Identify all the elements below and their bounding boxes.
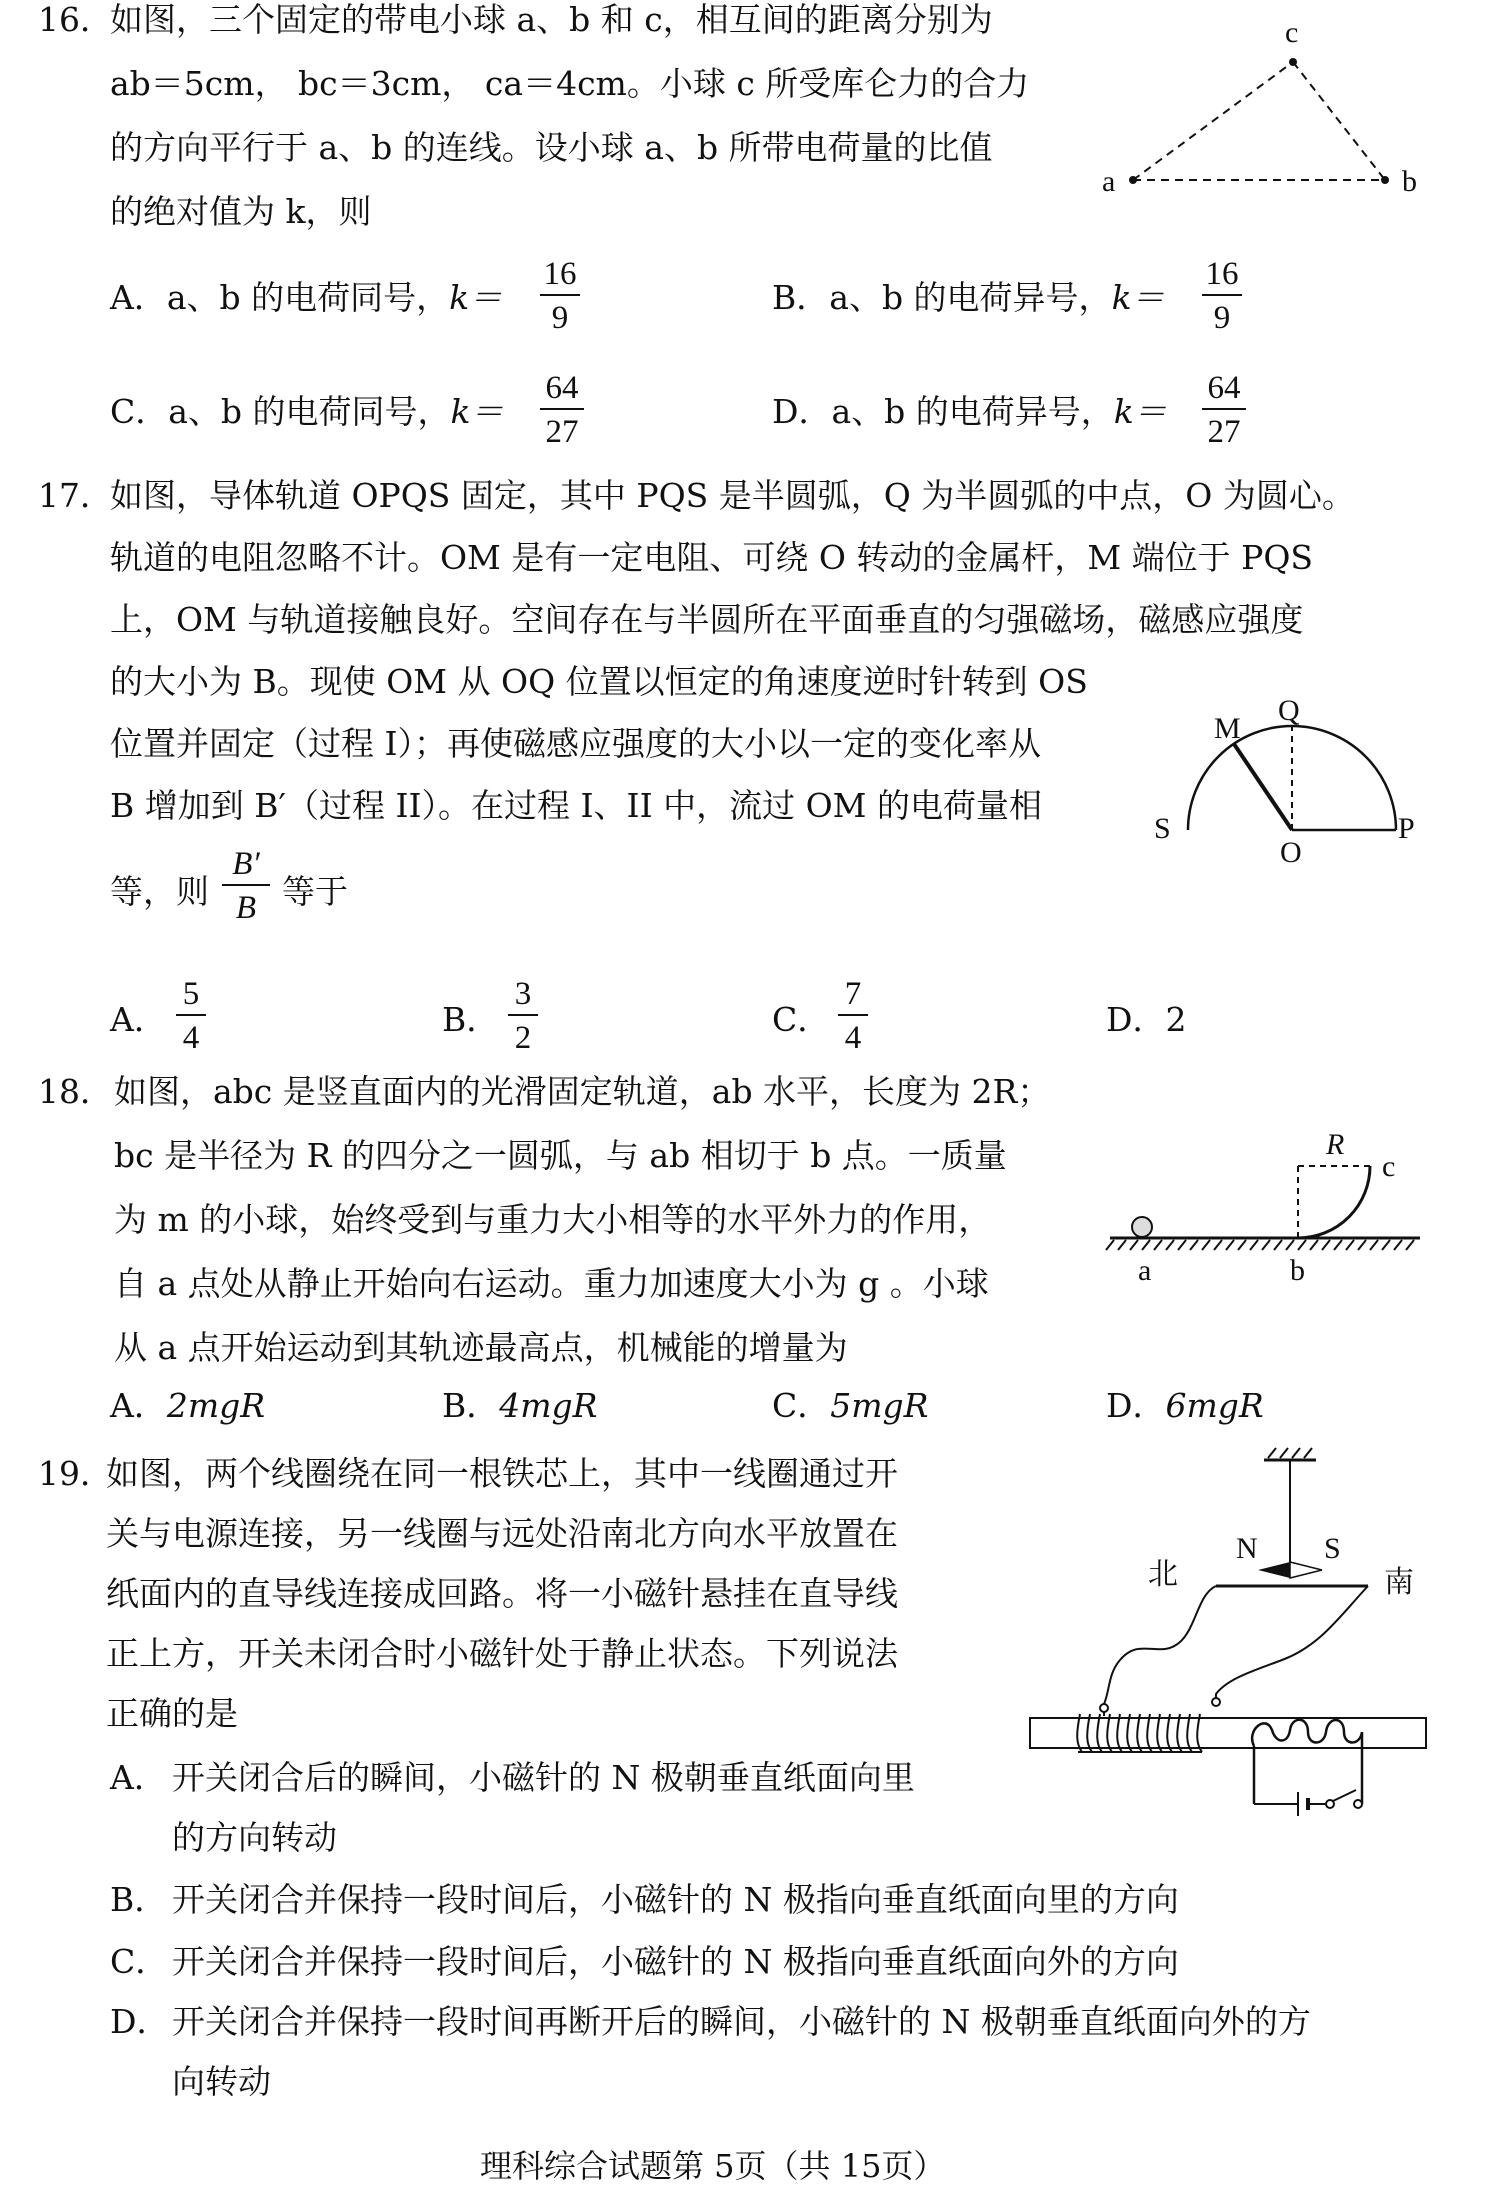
q19-label-north: 北 xyxy=(1148,1558,1178,1591)
q19-stem-line5: 正确的是 xyxy=(106,1694,238,1733)
q19-option-a-line1: 开关闭合后的瞬间，小磁针的 N 极朝垂直纸面向里 xyxy=(172,1758,915,1797)
q16-label-a: a xyxy=(1102,165,1116,198)
q16-option-a-fraction: 16 9 xyxy=(540,256,580,336)
q18-stem-line1: 如图，abc 是竖直面内的光滑固定轨道，ab 水平，长度为 2R； xyxy=(114,1072,1051,1111)
q18-stem-line4: 自 a 点处从静止开始向右运动。重力加速度大小为 g 。小球 xyxy=(114,1264,989,1303)
q17-label-m: M xyxy=(1214,712,1241,745)
q18-label-a: a xyxy=(1138,1254,1152,1287)
q19-option-b-line1: 开关闭合并保持一段时间后，小磁针的 N 极指向垂直纸面向里的方向 xyxy=(172,1880,1179,1919)
q19-coil-compass-figure xyxy=(1020,1446,1440,1816)
q18-stem-line3: 为 m 的小球，始终受到与重力大小相等的水平外力的作用， xyxy=(114,1200,992,1239)
q16-option-d: D．a、b 的电荷异号，k＝ xyxy=(772,392,1167,431)
q17-option-a-letter: A． xyxy=(110,1000,167,1039)
q19-stem-line2: 关与电源连接，另一线圈与远处沿南北方向水平放置在 xyxy=(106,1514,898,1553)
q16-option-b-fraction: 16 9 xyxy=(1202,256,1242,336)
q16-triangle-figure xyxy=(1090,10,1430,200)
q19-option-d-line1: 开关闭合并保持一段时间再断开后的瞬间，小磁针的 N 极朝垂直纸面向外的方 xyxy=(172,2002,1311,2041)
q19-option-c-line1: 开关闭合并保持一段时间后，小磁针的 N 极指向垂直纸面向外的方向 xyxy=(172,1942,1179,1981)
q19-option-b-letter: B． xyxy=(110,1880,168,1919)
q17-stem-line3: 上，OM 与轨道接触良好。空间存在与半圆所在平面垂直的匀强磁场，磁感应强度 xyxy=(110,600,1304,639)
q16-option-a: A．a、b 的电荷同号，k＝ xyxy=(110,278,503,317)
q17-option-c-letter: C． xyxy=(772,1000,831,1039)
q16-option-c: C．a、b 的电荷同号，k＝ xyxy=(110,392,504,431)
q18-label-r: R xyxy=(1326,1128,1345,1161)
q17-stem-line5: 位置并固定（过程 I）；再使磁感应强度的大小以一定的变化率从 xyxy=(110,724,1042,763)
q19-stem-line1: 如图，两个线圈绕在同一根铁芯上，其中一线圈通过开 xyxy=(106,1454,898,1493)
q18-label-b: b xyxy=(1290,1254,1305,1287)
q19-number: 19． xyxy=(38,1454,113,1493)
q17-ratio-fraction: B′ B xyxy=(222,846,270,926)
q18-option-d: D．6mgR xyxy=(1106,1386,1264,1425)
q16-label-b: b xyxy=(1402,165,1417,198)
q18-stem-line5: 从 a 点开始运动到其轨迹最高点，机械能的增量为 xyxy=(114,1328,848,1367)
q19-option-d-line2: 向转动 xyxy=(172,2062,271,2101)
q17-label-s: S xyxy=(1154,812,1171,845)
q17-number: 17． xyxy=(38,476,113,515)
q17-stem-line7-pre: 等，则 xyxy=(110,872,209,911)
q16-label-c: c xyxy=(1285,16,1299,49)
q17-label-o: O xyxy=(1280,836,1302,869)
q19-option-a-line2: 的方向转动 xyxy=(172,1818,337,1857)
q18-option-a: A．2mgR xyxy=(110,1386,266,1425)
q18-option-b: B．4mgR xyxy=(442,1386,598,1425)
q19-label-south: 南 xyxy=(1384,1566,1414,1599)
q19-label-n: N xyxy=(1236,1532,1258,1565)
q17-label-q: Q xyxy=(1278,694,1300,727)
q16-stem-line4: 的绝对值为 k，则 xyxy=(110,192,372,231)
q19-stem-line3: 纸面内的直导线连接成回路。将一小磁针悬挂在直导线 xyxy=(106,1574,898,1613)
q17-option-b-fraction: 3 2 xyxy=(508,976,538,1056)
q16-option-c-fraction: 64 27 xyxy=(540,370,584,450)
q18-option-c: C．5mgR xyxy=(772,1386,929,1425)
q18-stem-line2: bc 是半径为 R 的四分之一圆弧，与 ab 相切于 b 点。一质量 xyxy=(114,1136,1007,1175)
q16-option-b: B．a、b 的电荷异号，k＝ xyxy=(772,278,1165,317)
q16-number: 16． xyxy=(38,0,113,39)
q17-stem-line4: 的大小为 B。现使 OM 从 OQ 位置以恒定的角速度逆时针转到 OS xyxy=(110,662,1088,701)
q19-option-d-letter: D． xyxy=(110,2002,170,2041)
q16-stem-line1: 如图，三个固定的带电小球 a、b 和 c，相互间的距离分别为 xyxy=(110,0,993,39)
q17-option-a-fraction: 5 4 xyxy=(176,976,206,1056)
q17-stem-line1: 如图，导体轨道 OPQS 固定，其中 PQS 是半圆弧，Q 为半圆弧的中点，O 为圆心。 xyxy=(110,476,1355,515)
q16-option-d-fraction: 64 27 xyxy=(1202,370,1246,450)
q17-label-p: P xyxy=(1398,812,1415,845)
q19-stem-line4: 正上方，开关未闭合时小磁针处于静止状态。下列说法 xyxy=(106,1634,898,1673)
q17-stem-line6: B 增加到 B′（过程 II）。在过程 I、II 中，流过 OM 的电荷量相 xyxy=(110,786,1042,825)
q18-label-c: c xyxy=(1382,1150,1396,1183)
q17-stem-line2: 轨道的电阻忽略不计。OM 是有一定电阻、可绕 O 转动的金属杆，M 端位于 PQS xyxy=(110,538,1314,577)
q16-stem-line2: ab＝5cm， bc＝3cm， ca＝4cm。小球 c 所受库仑力的合力 xyxy=(110,64,1030,103)
q17-option-b-letter: B． xyxy=(442,1000,500,1039)
q18-track-figure xyxy=(1100,1110,1430,1300)
q19-option-a-letter: A． xyxy=(110,1758,167,1797)
q17-stem-line7-post: 等于 xyxy=(282,872,348,911)
q19-label-s: S xyxy=(1324,1532,1341,1565)
q17-option-d: D．2 xyxy=(1106,1000,1187,1039)
page-footer: 理科综合试题第 5页（共 15页） xyxy=(480,2147,946,2185)
q17-option-c-fraction: 7 4 xyxy=(838,976,868,1056)
q18-number: 18． xyxy=(38,1072,113,1111)
q16-stem-line3: 的方向平行于 a、b 的连线。设小球 a、b 所带电荷量的比值 xyxy=(110,128,993,167)
q19-option-c-letter: C． xyxy=(110,1942,169,1981)
q17-semicircle-figure xyxy=(1150,690,1430,890)
